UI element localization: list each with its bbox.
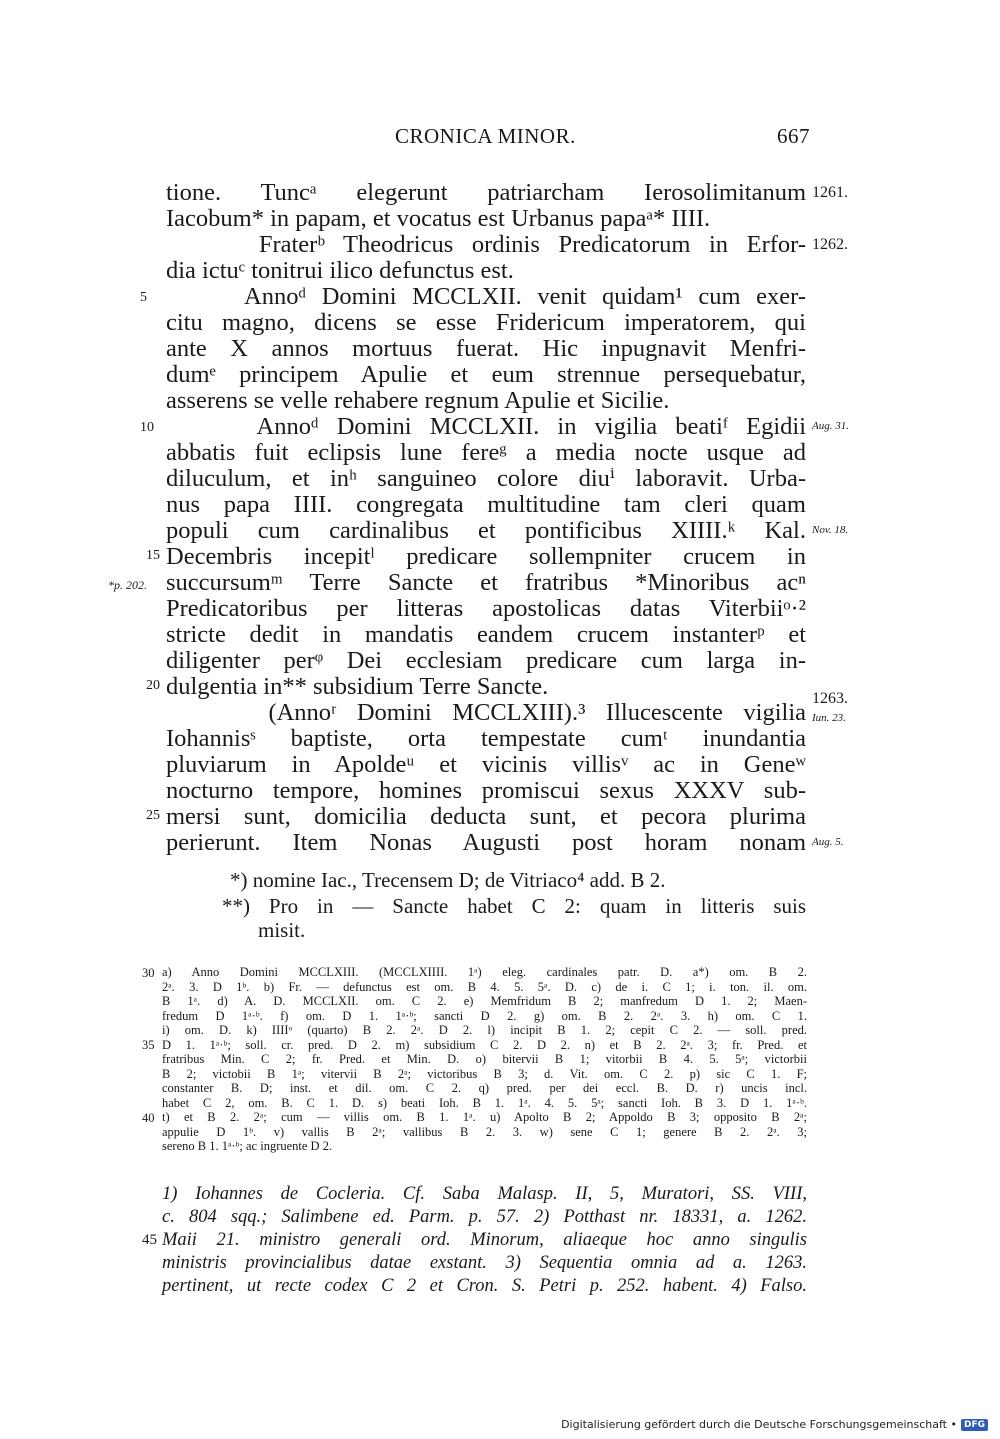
running-title: CRONICA MINOR. xyxy=(395,124,576,148)
footer-text: Digitalisierung gefördert durch die Deutsche Forschungsgemeinschaft • xyxy=(561,1418,957,1431)
text-line: Iohannisˢ baptiste, orta tempestate cumᵗ inundantia xyxy=(166,725,806,752)
text-line: Annoᵈ Domini MCCLXII. venit quidam¹ cum exer- xyxy=(166,283,806,310)
text-line: Predicatoribus per litteras apostolicas datas Viterbiiᵒ·² xyxy=(166,595,806,622)
page-reference: *p. 202. xyxy=(108,578,147,592)
apparatus-line: B 2; victobii B 1ᵃ; vitervii B 2ᵃ; victoribus B 3; d. Vit. om. C 2. p) sic C 1. F; xyxy=(162,1066,807,1081)
text-line: Fraterᵇ Theodricus ordinis Predicatorum in Erfor- xyxy=(166,231,806,258)
note-line: Maii 21. ministro generali ord. Minorum, aliaeque hoc anno singulis xyxy=(162,1230,807,1250)
margin-year: 1262. xyxy=(812,236,848,253)
text-line: diligenter perᵠ Dei ecclesiam predicare cum larga in- xyxy=(166,647,806,674)
text-line: mersi sunt, domicilia deducta sunt, et pecora plurima xyxy=(166,803,806,830)
star-note: **) Pro in — Sancte habet C 2: quam in litteris suis xyxy=(222,894,806,918)
text-line: (Annoʳ Domini MCCLXIII).³ Illucescente vigilia xyxy=(166,699,806,726)
apparatus-line: a) Anno Domini MCCLXIII. (MCCLXIIII. 1ᵃ) eleg. cardinales patr. D. a*) om. B 2. xyxy=(162,965,807,979)
text-line: Annoᵈ Domini MCCLXII. in vigilia beatiᶠ Egidii xyxy=(166,413,806,440)
apparatus-line: appulie D 1ᵇ. v) vallis B 2ᵃ; vallibus B 2. 3. w) sene C 1; genere B 2. 2ᵃ. 3; xyxy=(162,1124,807,1139)
apparatus-line: fratribus Min. C 2; fr. Pred. et Min. D. o) bitervii B 1; vitorbii B 4. 5. 5ᵃ; victorbii xyxy=(162,1052,807,1066)
text-line: tione. Tuncᵃ elegerunt patriarcham Ierosolimitanum xyxy=(166,179,806,206)
line-number: 5 xyxy=(140,290,147,305)
text-line: nocturno tempore, homines promiscui sexus XXXV sub- xyxy=(166,777,806,804)
apparatus-line: t) et B 2. 2ᵃ; cum — villis om. B 1. 1ᵃ. u) Apolto B 2; Appoldo B 3; opposito B 2ᵃ; xyxy=(162,1110,807,1124)
apparatus-line: B 1ᵃ. d) A. D. MCCLXII. om. C 2. e) Memfridum B 2; manfredum D 1. 2; Maen- xyxy=(162,994,807,1008)
margin-date: Nov. 18. xyxy=(812,524,849,536)
star-note: *) nomine Iac., Trecensem D; de Vitriaco⁴ add. B 2. xyxy=(230,868,666,892)
line-number: 25 xyxy=(146,808,160,823)
apparatus-line: D 1. 1ᵃ·ᵇ; soll. cr. pred. D 2. m) subsidium C 2. D 2. n) et B 2. 2ᵃ. 3; fr. Pred. et xyxy=(162,1037,807,1052)
text-line: perierunt. Item Nonas Augusti post horam nonam xyxy=(166,829,806,856)
text-line: abbatis fuit eclipsis lune fereᵍ a media nocte usque ad xyxy=(166,439,806,466)
note-line: c. 804 sqq.; Salimbene ed. Parm. p. 57. 2) Potthast nr. 18331, a. 1262. xyxy=(162,1207,807,1227)
text-line: diluculum, et inʰ sanguineo colore diuⁱ laboravit. Urba- xyxy=(166,465,806,492)
text-line: stricte dedit in mandatis eandem crucem instanterᵖ et xyxy=(166,621,806,648)
note-line: 1) Iohannes de Cocleria. Cf. Saba Malasp. II, 5, Muratori, SS. VIII, xyxy=(162,1184,807,1204)
text-line: dulgentia in** subsidium Terre Sancte. xyxy=(166,673,549,700)
apparatus-line: 2ᵃ. 3. D 1ᵇ. b) Fr. — defunctus est om. B 4. 5. 5ᵃ. D. c) de i. C 1; i. ton. il. om. xyxy=(162,979,807,994)
line-number: 15 xyxy=(146,548,160,563)
text-line: Decembris incepitˡ predicare sollempniter crucem in xyxy=(166,543,806,570)
line-number: 20 xyxy=(146,678,160,693)
apparatus-line: fredum D 1ᵃ·ᵇ. f) om. D 1. 1ᵃ·ᵇ; sancti D 2. g) om. B 2. 2ᵃ. 3. h) om. C 1. xyxy=(162,1008,807,1023)
margin-year: 1261. xyxy=(812,184,848,201)
text-line: dia ictuᶜ tonitrui ilico defunctus est. xyxy=(166,257,514,284)
note-line: ministris provincialibus datae exstant. 3) Sequentia omnia ad a. 1263. xyxy=(162,1253,807,1273)
text-line: asserens se velle rehabere regnum Apulie et Sicilie. xyxy=(166,387,670,414)
apparatus-line-number: 35 xyxy=(142,1038,155,1052)
apparatus-line: i) om. D. k) IIIIᵒ (quarto) B 2. 2ᵃ. D 2. l) incipit B 1. 2; cepit C 2. — soll. pred. xyxy=(162,1023,807,1037)
text-line: pluviarum in Apoldeᵘ et vicinis villisᵛ ac in Geneʷ xyxy=(166,751,806,778)
text-line: nus papa IIII. congregata multitudine tam cleri quam xyxy=(166,491,806,518)
apparatus-line: sereno B 1. 1ᵃ·ᵇ; ac ingruente D 2. xyxy=(162,1139,333,1153)
note-line-number: 45 xyxy=(142,1232,157,1248)
page-number: 667 xyxy=(777,124,810,148)
text-line: dumᵉ principem Apulie et eum strennue persequebatur, xyxy=(166,361,806,388)
line-number: 10 xyxy=(140,420,154,435)
running-header xyxy=(395,124,810,149)
apparatus-line-number: 40 xyxy=(142,1111,155,1125)
text-line: citu magno, dicens se esse Fridericum imperatorem, qui xyxy=(166,309,806,336)
text-line: populi cum cardinalibus et pontificibus XIIII.ᵏ Kal. xyxy=(166,517,806,544)
text-line: ante X annos mortuus fuerat. Hic inpugnavit Menfri- xyxy=(166,335,806,362)
apparatus-line: habet C 2, om. B. C 1. D. s) beati Ioh. B 1. 1ᵃ. 4. 5. 5ᵃ; sancti Ioh. B 3. D 1. 1ᵃ·ᵇ. xyxy=(162,1095,807,1110)
apparatus-line: constanter B. D; inst. et dil. om. C 2. q) pred. per dei eccl. B. D. r) uncis incl. xyxy=(162,1081,807,1095)
digitization-footer xyxy=(561,1418,988,1431)
dfg-logo: DFG xyxy=(961,1419,988,1431)
margin-date: Iun. 23. xyxy=(812,712,846,724)
margin-year: 1263. xyxy=(812,690,848,707)
margin-date: Aug. 5. xyxy=(812,836,844,848)
text-line: succursumᵐ Terre Sancte et fratribus *Minoribus acⁿ xyxy=(166,569,806,596)
note-line: pertinent, ut recte codex C 2 et Cron. S. Petri p. 252. habent. 4) Falso. xyxy=(162,1276,807,1296)
apparatus-line-number: 30 xyxy=(142,966,155,980)
margin-date: Aug. 31. xyxy=(812,420,849,432)
text-line: Iacobum* in papam, et vocatus est Urbanus papaᵃ* IIII. xyxy=(166,205,711,232)
star-note: misit. xyxy=(258,918,306,942)
